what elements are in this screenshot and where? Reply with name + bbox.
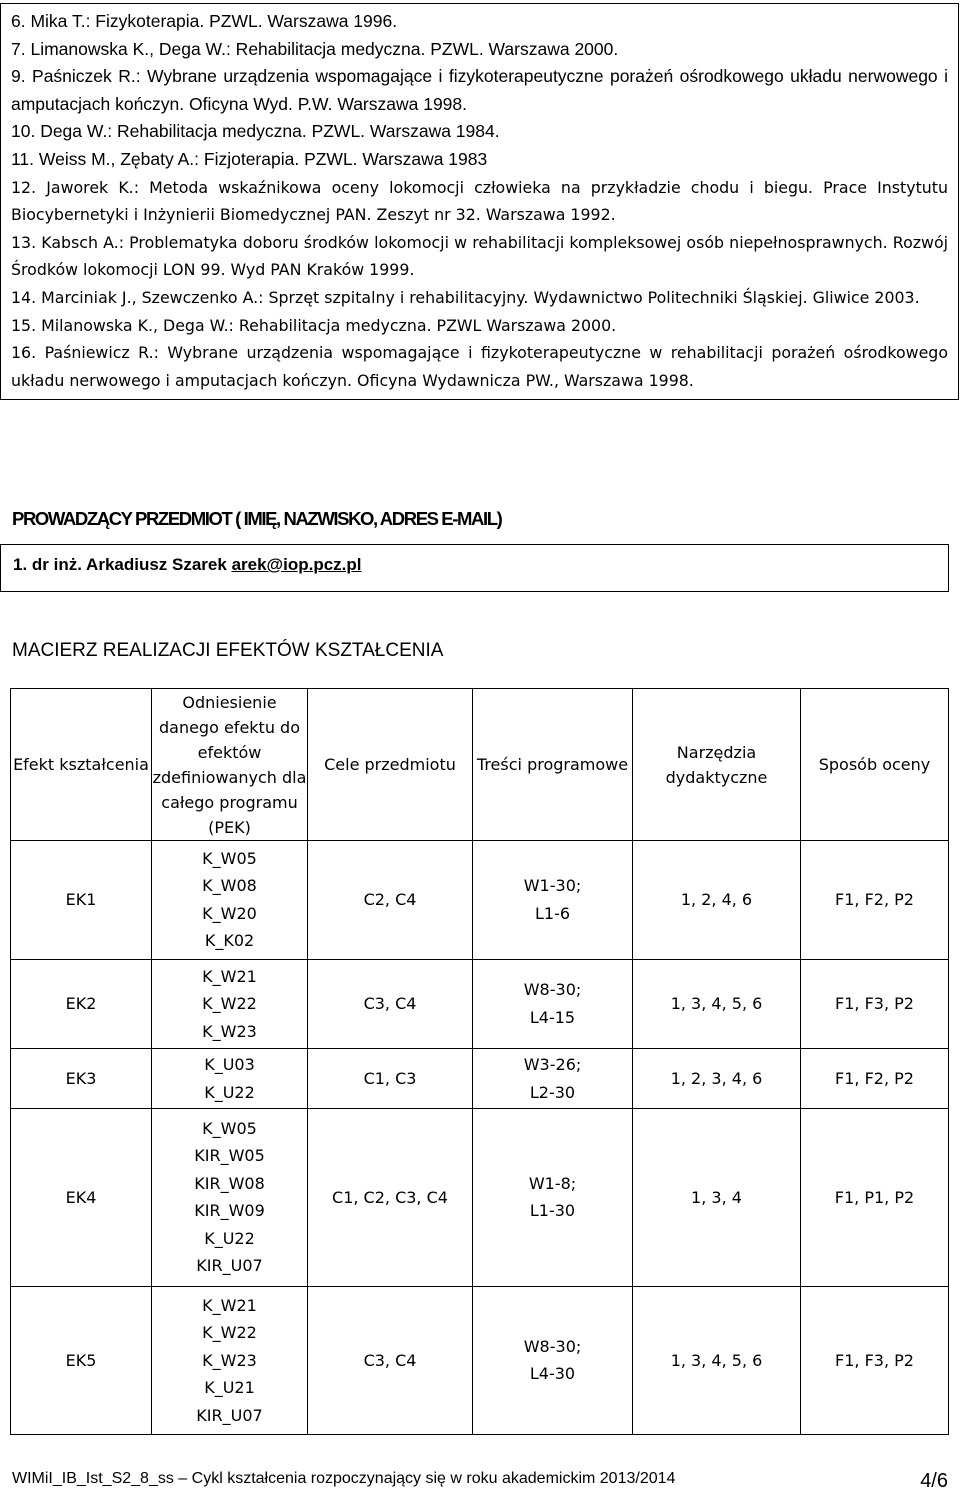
cell-content: W1-8; L1-30 <box>473 1109 633 1287</box>
cell-tools: 1, 3, 4 <box>633 1109 801 1287</box>
cell-assessment: F1, F3, P2 <box>801 1286 949 1434</box>
reference-item: 12. Jaworek K.: Metoda wskaźnikowa oceny lokomocji człowieka na przykładzie chodu i biegu. Prace Instytutu Biocybernetyki i Inżynierii Biomedycznej PAN. Zeszyt nr 32. Warszawa 1992. <box>11 177 948 225</box>
table-header-row <box>11 689 949 841</box>
instructor-section-title: PROWADZĄCY PRZEDMIOT ( IMIĘ, NAZWISKO, ADRES E-MAIL) <box>12 508 502 529</box>
reference-item: 15. Milanowska K., Dega W.: Rehabilitacja medyczna. PZWL Warszawa 2000. <box>11 315 617 335</box>
reference-item: 6. Mika T.: Fizykoterapia. PZWL. Warszawa 1996. <box>11 11 398 31</box>
cell-pek: K_W05 KIR_W05 KIR_W08 KIR_W09 K_U22 KIR_U07 <box>152 1109 308 1287</box>
column-header-effect: Efekt kształcenia <box>11 689 152 841</box>
cell-content: W1-30; L1-6 <box>473 841 633 960</box>
table-row <box>11 1286 949 1434</box>
reference-item: 9. Paśniczek R.: Wybrane urządzenia wspomagające i fizykoterapeutyczne porażeń ośrodkowego układu nerwowego i amputacjach kończyn. Oficyna Wyd. P.W. Warszawa 1998. <box>11 66 948 114</box>
page-footer <box>12 1470 948 1492</box>
cell-effect: EK1 <box>11 841 152 960</box>
cell-goals: C2, C4 <box>308 841 473 960</box>
cell-tools: 1, 3, 4, 5, 6 <box>633 959 801 1048</box>
column-header-goals: Cele przedmiotu <box>308 689 473 841</box>
cell-effect: EK2 <box>11 959 152 1048</box>
instructor-box <box>0 544 949 592</box>
cell-goals: C1, C3 <box>308 1049 473 1109</box>
instructor-email-link[interactable]: arek@iop.pcz.pl <box>231 555 362 574</box>
column-header-assessment: Sposób oceny <box>801 689 949 841</box>
cell-assessment: F1, F2, P2 <box>801 841 949 960</box>
cell-tools: 1, 2, 4, 6 <box>633 841 801 960</box>
cell-pek: K_W05 K_W08 K_W20 K_K02 <box>152 841 308 960</box>
reference-item: 14. Marciniak J., Szewczenko A.: Sprzęt szpitalny i rehabilitacyjny. Wydawnictwo Politechniki Śląskiej. Gliwice 2003. <box>11 287 920 307</box>
cell-pek: K_W21 K_W22 K_W23 K_U21 KIR_U07 <box>152 1286 308 1434</box>
table-row <box>11 841 949 960</box>
cell-tools: 1, 3, 4, 5, 6 <box>633 1286 801 1434</box>
cell-effect: EK4 <box>11 1109 152 1287</box>
cell-goals: C3, C4 <box>308 959 473 1048</box>
cell-effect: EK3 <box>11 1049 152 1109</box>
table-row <box>11 1049 949 1109</box>
cell-assessment: F1, P1, P2 <box>801 1109 949 1287</box>
matrix-title: MACIERZ REALIZACJI EFEKTÓW KSZTAŁCENIA <box>12 640 444 661</box>
instructor-name: 1. dr inż. Arkadiusz Szarek <box>13 555 232 574</box>
cell-content: W8-30; L4-30 <box>473 1286 633 1434</box>
cell-goals: C1, C2, C3, C4 <box>308 1109 473 1287</box>
cell-content: W8-30; L4-15 <box>473 959 633 1048</box>
reference-item: 10. Dega W.: Rehabilitacja medyczna. PZWL. Warszawa 1984. <box>11 121 500 142</box>
references-box <box>0 3 959 400</box>
cell-assessment: F1, F2, P2 <box>801 1049 949 1109</box>
column-header-tools: Narzędzia dydaktyczne <box>633 689 801 841</box>
page-number: 4/6 <box>920 1470 948 1492</box>
cell-content: W3-26; L2-30 <box>473 1049 633 1109</box>
table-row <box>11 959 949 1048</box>
footer-text: WIMiI_IB_Ist_S2_8_ss – Cykl kształcenia rozpoczynający się w roku akademickim 2013/2014 <box>12 1470 676 1487</box>
reference-item: 13. Kabsch A.: Problematyka doboru środków lokomocji w rehabilitacji kompleksowej osób niepełnosprawnych. Rozwój Środków lokomocji LON 99. Wyd PAN Kraków 1999. <box>11 232 948 280</box>
cell-effect: EK5 <box>11 1286 152 1434</box>
column-header-content: Treści programowe <box>473 689 633 841</box>
instructor-entry <box>13 555 948 575</box>
cell-pek: K_U03 K_U22 <box>152 1049 308 1109</box>
cell-assessment: F1, F3, P2 <box>801 959 949 1048</box>
reference-item: 11. Weiss M., Zębaty A.: Fizjoterapia. PZWL. Warszawa 1983 <box>11 148 488 169</box>
effects-matrix-table <box>10 688 949 1435</box>
cell-pek: K_W21 K_W22 K_W23 <box>152 959 308 1048</box>
reference-item: 7. Limanowska K., Dega W.: Rehabilitacja medyczna. PZWL. Warszawa 2000. <box>11 38 619 59</box>
cell-goals: C3, C4 <box>308 1286 473 1434</box>
reference-item: 16. Paśniewicz R.: Wybrane urządzenia wspomagające i fizykoterapeutyczne w rehabilitacji porażeń ośrodkowego układu nerwowego i amputacjach kończyn. Oficyna Wydawnicza PW., Warszawa 1998. <box>11 343 948 390</box>
column-header-pek: Odniesienie danego efektu do efektów zdefiniowanych dla całego programu (PEK) <box>152 689 308 841</box>
cell-tools: 1, 2, 3, 4, 6 <box>633 1049 801 1109</box>
table-row <box>11 1109 949 1287</box>
